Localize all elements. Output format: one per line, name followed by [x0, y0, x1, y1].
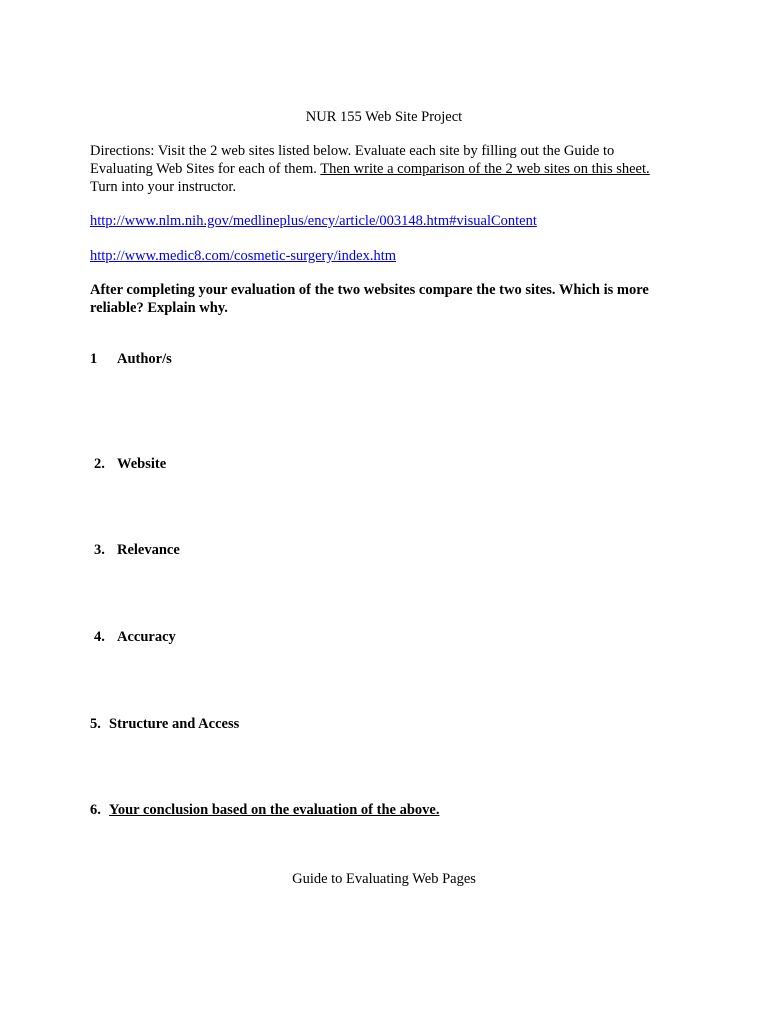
item-number: 6. — [90, 802, 101, 818]
comparison-question — [90, 281, 649, 317]
item-conclusion — [90, 801, 439, 819]
link-medic8[interactable]: http://www.medic8.com/cosmetic-surgery/index.htm — [90, 248, 397, 264]
item-authors — [90, 350, 172, 368]
directions-line-3: Turn into your instructor. — [90, 179, 237, 195]
directions-line-1: Directions: Visit the 2 web sites listed below. Evaluate each site by filling out the Guide to — [90, 143, 615, 159]
item-label: Relevance — [117, 542, 180, 558]
guide-title: Guide to Evaluating Web Pages — [292, 871, 476, 887]
item-number: 5. — [90, 716, 101, 732]
directions-paragraph — [90, 142, 690, 196]
item-number: 4. — [94, 629, 105, 645]
item-label: Author/s — [117, 351, 172, 367]
item-label: Accuracy — [117, 629, 176, 645]
link-medic8-row — [90, 247, 396, 265]
directions-line-2-text: Evaluating Web Sites for each of them. — [90, 161, 321, 177]
document-title: NUR 155 Web Site Project — [305, 109, 463, 125]
directions-underlined-instruction: Then write a comparison of the 2 web sites on this sheet. — [320, 161, 650, 177]
item-website — [94, 455, 166, 473]
directions-line-2 — [90, 160, 690, 178]
item-label: Website — [117, 456, 167, 472]
item-number: 1 — [90, 351, 98, 367]
item-label: Structure and Access — [109, 716, 240, 732]
item-accuracy — [94, 628, 176, 646]
item-number: 2. — [94, 456, 105, 472]
link-medlineplus-row — [90, 212, 537, 230]
question-line-1: After completing your evaluation of the two websites compare the two sites. Which is more — [90, 282, 649, 298]
item-number: 3. — [94, 542, 105, 558]
question-line-2: reliable? Explain why. — [90, 300, 228, 316]
item-structure-access — [90, 715, 239, 733]
link-medlineplus[interactable]: http://www.nlm.nih.gov/medlineplus/ency/article/003148.htm#visualContent — [90, 213, 537, 229]
item-relevance — [94, 541, 180, 559]
item-label: Your conclusion based on the evaluation of the above. — [109, 802, 440, 818]
